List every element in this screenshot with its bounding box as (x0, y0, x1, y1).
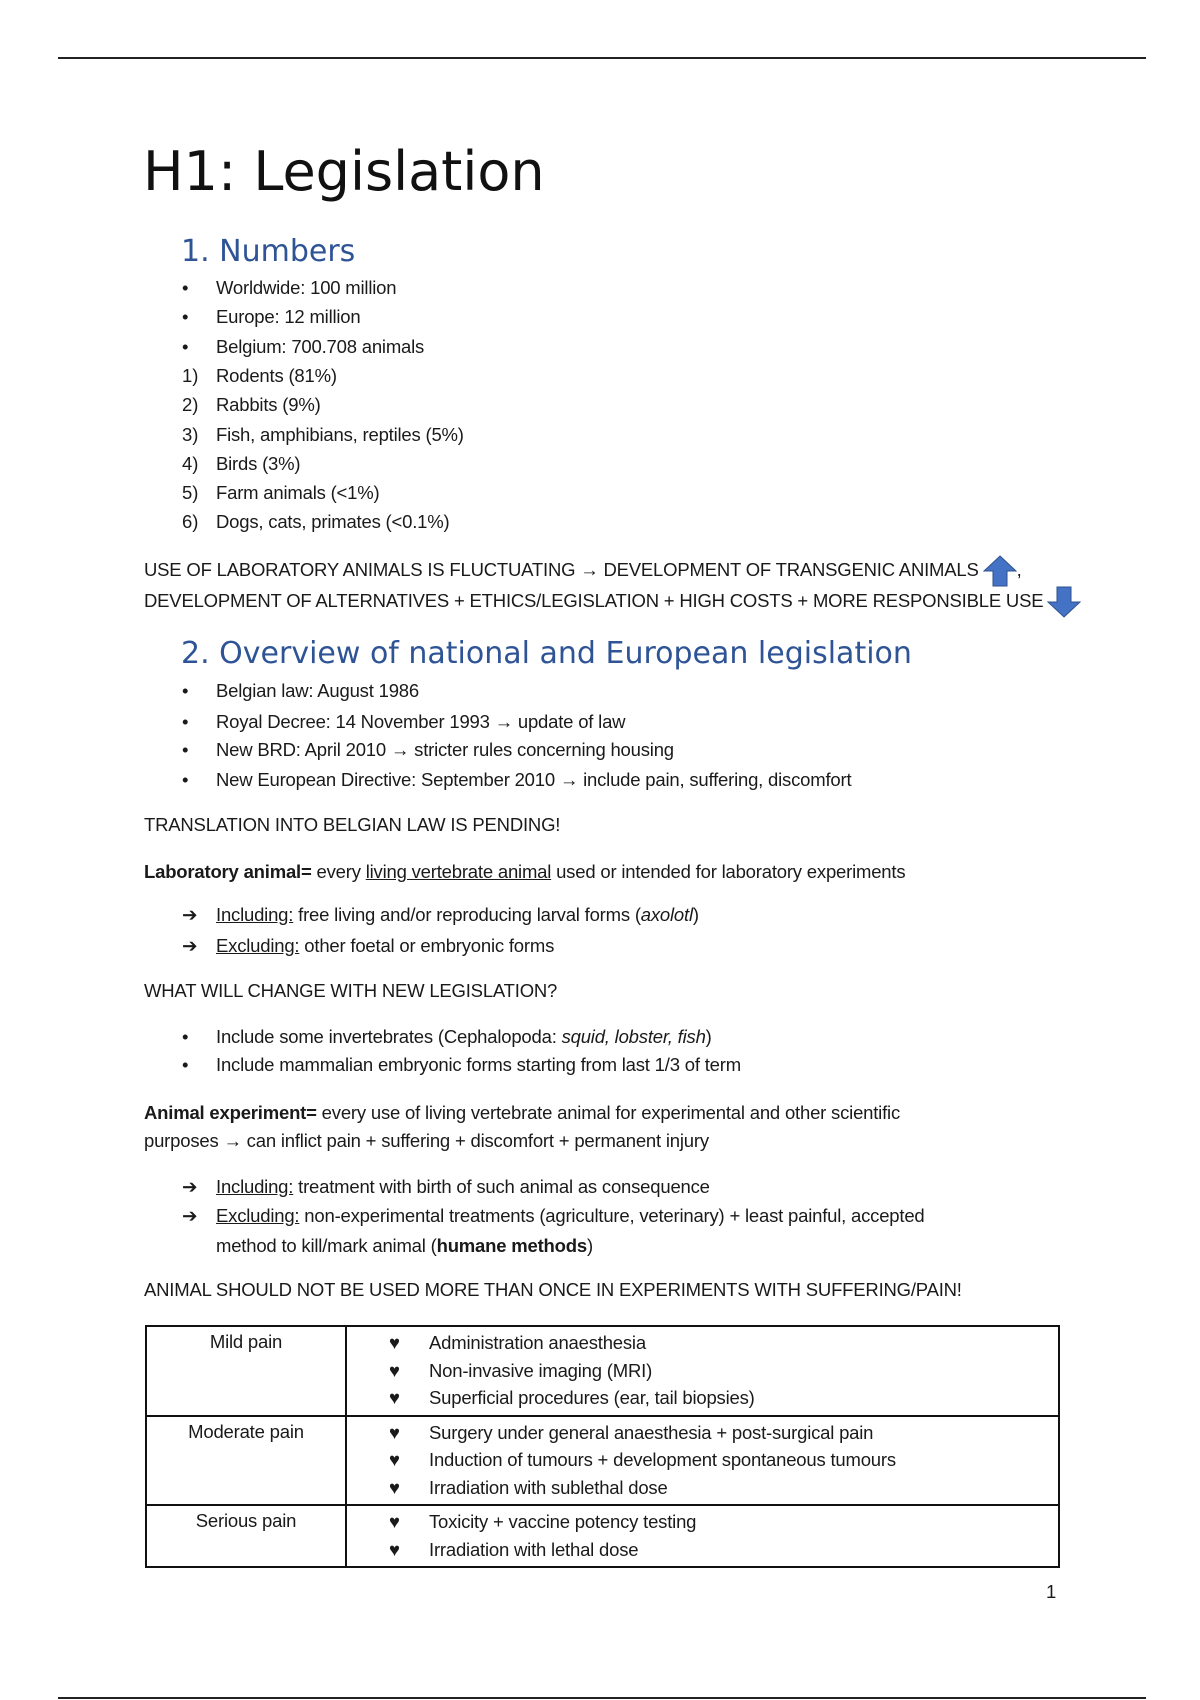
pain-example-text: Irradiation with lethal dose (429, 1538, 639, 1560)
list-item: New European Directive: September 2010 → include pain, suffering, discomfort (216, 769, 852, 790)
lab-animal-excluding (216, 934, 554, 958)
underlined-text: living vertebrate animal (365, 861, 552, 882)
heart-bullet-icon: ♥ (389, 1476, 400, 1498)
lab-animal-including (216, 903, 699, 927)
list-marker: • (182, 277, 189, 298)
list-marker: • (182, 335, 189, 357)
pain-examples (346, 1505, 1059, 1567)
label: Excluding: (216, 935, 300, 956)
pain-example (389, 1446, 1058, 1474)
trend-text-up: USE OF LABORATORY ANIMALS IS FLUCTUATING → DEVELOPMENT OF TRANSGENIC ANIMALS (144, 558, 979, 580)
trend-tail: , (1016, 558, 1022, 580)
heart-bullet-icon: ♥ (389, 1332, 400, 1353)
change-heading: WHAT WILL CHANGE WITH NEW LEGISLATION? (144, 980, 558, 1001)
pain-example-text: Induction of tumours + development spontaneous tumours (429, 1449, 896, 1470)
bullet-icon: • (182, 1054, 189, 1075)
bold-text: humane methods (436, 1235, 587, 1256)
animal-exp-excluding (216, 1204, 925, 1228)
heart-bullet-icon: ♥ (389, 1359, 400, 1381)
list-marker: • (182, 769, 189, 790)
list-marker: • (182, 306, 189, 328)
term: Laboratory animal= (144, 861, 312, 882)
list-item: Europe: 12 million (216, 306, 361, 328)
text: ) (705, 1026, 712, 1047)
page-title: H1: Legislation (143, 140, 545, 203)
list-marker: 3) (182, 423, 199, 445)
pain-category: Mild pain (146, 1326, 346, 1416)
bullet-icon: • (182, 1026, 189, 1047)
pain-example (389, 1357, 1058, 1385)
heading-text: Overview of national and European legislation (219, 636, 912, 671)
pain-severity-table (145, 1325, 1060, 1568)
trend-text-down: DEVELOPMENT OF ALTERNATIVES + ETHICS/LEGISLATION + HIGH COSTS + MORE RESPONSIBLE USE (144, 589, 1044, 611)
pain-example-text: Irradiation with sublethal dose (429, 1476, 668, 1498)
heading-number: 2. (181, 636, 210, 671)
arrow-bullet-icon: ➔ (182, 1205, 198, 1226)
heart-bullet-icon: ♥ (389, 1387, 400, 1408)
footer-rule (58, 1697, 1146, 1699)
list-marker: • (182, 739, 189, 760)
pain-category: Serious pain (146, 1505, 346, 1567)
arrow-bullet-icon: ➔ (182, 904, 198, 925)
text: free living and/or reproducing larval forms ( (293, 904, 641, 925)
list-item: Belgium: 700.708 animals (216, 335, 425, 357)
pain-example-text: Administration anaesthesia (429, 1332, 646, 1353)
animal-experiment-definition-cont: purposes → can inflict pain + suffering + discomfort + permanent injury (144, 1130, 709, 1151)
heart-bullet-icon: ♥ (389, 1538, 400, 1560)
list-marker: • (182, 680, 189, 701)
pain-example (389, 1508, 1058, 1536)
list-marker: • (182, 711, 189, 732)
pain-category: Moderate pain (146, 1416, 346, 1506)
pain-example-text: Surgery under general anaesthesia + post-surgical pain (429, 1421, 874, 1443)
heart-bullet-icon: ♥ (389, 1511, 400, 1532)
change-item (216, 1025, 712, 1049)
header-rule (58, 57, 1146, 59)
list-item: Worldwide: 100 million (216, 277, 397, 298)
list-marker: 6) (182, 511, 199, 533)
table-row (146, 1505, 1059, 1567)
pain-example (389, 1419, 1058, 1447)
label: Including: (216, 1176, 294, 1197)
label: Excluding: (216, 1205, 300, 1226)
term: Animal experiment= (144, 1102, 317, 1123)
numbered-item: Birds (3%) (216, 452, 301, 474)
list-item: Belgian law: August 1986 (216, 680, 419, 701)
page-number: 1 (1046, 1581, 1057, 1602)
numbered-item: Rabbits (9%) (216, 394, 321, 416)
arrow-up-icon (983, 555, 1017, 587)
arrow-down-icon (1047, 586, 1081, 618)
pain-example (389, 1329, 1058, 1357)
pain-examples (346, 1326, 1059, 1416)
pending-notice: TRANSLATION INTO BELGIAN LAW IS PENDING! (144, 814, 561, 835)
italic-text: squid, lobster, fish (561, 1026, 706, 1047)
text: ) (692, 904, 699, 925)
pain-example-text: Toxicity + vaccine potency testing (429, 1511, 697, 1532)
pain-example (389, 1474, 1058, 1502)
lab-animal-definition (144, 860, 905, 884)
table-row (146, 1326, 1059, 1416)
numbered-item: Farm animals (<1%) (216, 482, 380, 504)
pain-examples (346, 1416, 1059, 1506)
label: Including: (216, 904, 294, 925)
text: non-experimental treatments (agriculture, veterinary) + least painful, accepted (299, 1205, 925, 1226)
text: other foetal or embryonic forms (299, 935, 555, 956)
list-marker: 5) (182, 482, 199, 504)
text: every (311, 861, 366, 882)
table-row (146, 1416, 1059, 1506)
numbered-item: Dogs, cats, primates (<0.1%) (216, 511, 450, 533)
text: ) (586, 1235, 593, 1256)
pain-example (389, 1384, 1058, 1412)
heading-number: 1. (181, 234, 210, 269)
list-marker: 1) (182, 364, 199, 386)
section-heading-numbers (181, 234, 355, 270)
heart-bullet-icon: ♥ (389, 1421, 400, 1443)
heart-bullet-icon: ♥ (389, 1449, 400, 1470)
trend-line-up (144, 555, 1022, 587)
list-item: New BRD: April 2010 → stricter rules concerning housing (216, 739, 674, 760)
animal-exp-excluding-cont (216, 1234, 593, 1258)
heading-text: Numbers (219, 234, 356, 269)
arrow-bullet-icon: ➔ (182, 1176, 198, 1197)
pain-example (389, 1536, 1058, 1564)
change-item: Include mammalian embryonic forms starting from last 1/3 of term (216, 1054, 741, 1075)
pain-example-text: Non-invasive imaging (MRI) (429, 1359, 653, 1381)
numbered-item: Rodents (81%) (216, 364, 337, 386)
list-marker: 2) (182, 394, 199, 416)
arrow-bullet-icon: ➔ (182, 935, 198, 956)
warning-notice: ANIMAL SHOULD NOT BE USED MORE THAN ONCE IN EXPERIMENTS WITH SUFFERING/PAIN! (144, 1279, 962, 1300)
trend-line-down (144, 586, 1081, 618)
animal-exp-including (216, 1175, 710, 1199)
pain-example-text: Superficial procedures (ear, tail biopsies) (429, 1387, 755, 1408)
text: used or intended for laboratory experiments (551, 861, 906, 882)
animal-experiment-definition (144, 1101, 900, 1125)
numbered-item: Fish, amphibians, reptiles (5%) (216, 423, 464, 445)
text: method to kill/mark animal ( (216, 1235, 437, 1256)
text: Include some invertebrates (Cephalopoda: (216, 1026, 562, 1047)
text: treatment with birth of such animal as consequence (293, 1176, 710, 1197)
list-item: Royal Decree: 14 November 1993 → update of law (216, 711, 626, 732)
section-heading-legislation (181, 636, 912, 672)
italic-text: axolotl (640, 904, 693, 925)
text: every use of living vertebrate animal for experimental and other scientific (316, 1102, 900, 1123)
list-marker: 4) (182, 452, 199, 474)
